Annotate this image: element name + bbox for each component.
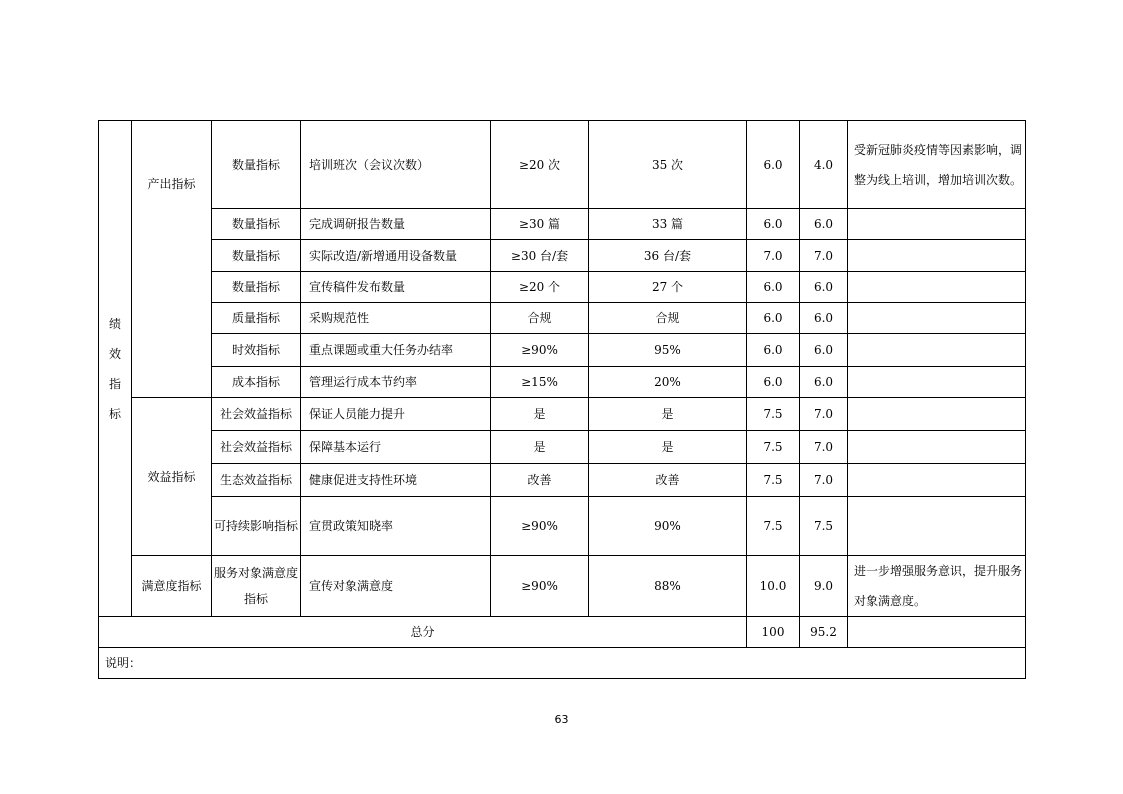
note-cell — [848, 398, 1026, 431]
level1-cell: 绩 效 指 标 — [99, 121, 132, 617]
indicator-cell: 宣贯政策知晓率 — [301, 497, 491, 556]
total-label: 总分 — [99, 617, 747, 648]
indicator-cell: 保障基本运行 — [301, 431, 491, 464]
score-cell: 7.0 — [800, 464, 848, 497]
weight-cell: 7.5 — [747, 497, 800, 556]
score-cell: 4.0 — [800, 121, 848, 209]
group-benefit: 效益指标 — [132, 398, 212, 556]
actual-cell: 95% — [589, 334, 747, 367]
table-row — [99, 367, 1026, 398]
note-cell — [848, 464, 1026, 497]
total-row — [99, 617, 1026, 648]
target-cell: ≥15% — [491, 367, 589, 398]
table-row — [99, 209, 1026, 240]
indicator-cell: 重点课题或重大任务办结率 — [301, 334, 491, 367]
level3-cell: 时效指标 — [212, 334, 301, 367]
table-row — [99, 121, 1026, 209]
score-cell: 7.0 — [800, 240, 848, 272]
total-note — [848, 617, 1026, 648]
target-cell: ≥20 个 — [491, 272, 589, 303]
actual-cell: 90% — [589, 497, 747, 556]
weight-cell: 6.0 — [747, 121, 800, 209]
actual-cell: 20% — [589, 367, 747, 398]
score-cell: 7.0 — [800, 431, 848, 464]
performance-table — [98, 120, 1026, 679]
table-row — [99, 464, 1026, 497]
actual-cell: 88% — [589, 556, 747, 617]
target-cell: 改善 — [491, 464, 589, 497]
score-cell: 7.5 — [800, 497, 848, 556]
level3-cell: 可持续影响指标 — [212, 497, 301, 556]
weight-cell: 6.0 — [747, 303, 800, 334]
score-cell: 6.0 — [800, 303, 848, 334]
target-cell: ≥90% — [491, 334, 589, 367]
weight-cell: 7.5 — [747, 464, 800, 497]
table-row — [99, 272, 1026, 303]
target-cell: 合规 — [491, 303, 589, 334]
note-cell: 受新冠肺炎疫情等因素影响，调整为线上培训，增加培训次数。 — [848, 121, 1026, 209]
note-cell — [848, 334, 1026, 367]
indicator-cell: 宣传对象满意度 — [301, 556, 491, 617]
weight-cell: 7.0 — [747, 240, 800, 272]
level3-cell: 质量指标 — [212, 303, 301, 334]
level3-cell: 数量指标 — [212, 272, 301, 303]
level3-cell: 数量指标 — [212, 240, 301, 272]
remark-label: 说明： — [99, 648, 1026, 679]
target-cell: 是 — [491, 431, 589, 464]
score-cell: 6.0 — [800, 272, 848, 303]
target-cell: ≥90% — [491, 497, 589, 556]
group-output: 产出指标 — [132, 121, 212, 398]
weight-cell: 6.0 — [747, 367, 800, 398]
target-cell: ≥30 篇 — [491, 209, 589, 240]
weight-cell: 6.0 — [747, 272, 800, 303]
table-row — [99, 497, 1026, 556]
weight-cell: 7.5 — [747, 431, 800, 464]
level3-cell: 成本指标 — [212, 367, 301, 398]
note-cell — [848, 431, 1026, 464]
indicator-cell: 健康促进支持性环境 — [301, 464, 491, 497]
indicator-cell: 培训班次（会议次数） — [301, 121, 491, 209]
weight-cell: 6.0 — [747, 209, 800, 240]
target-cell: ≥20 次 — [491, 121, 589, 209]
actual-cell: 36 台/套 — [589, 240, 747, 272]
indicator-cell: 管理运行成本节约率 — [301, 367, 491, 398]
weight-cell: 6.0 — [747, 334, 800, 367]
actual-cell: 改善 — [589, 464, 747, 497]
indicator-cell: 实际改造/新增通用设备数量 — [301, 240, 491, 272]
score-cell: 9.0 — [800, 556, 848, 617]
table-row — [99, 334, 1026, 367]
table-row — [99, 240, 1026, 272]
target-cell: 是 — [491, 398, 589, 431]
total-weight: 100 — [747, 617, 800, 648]
weight-cell: 7.5 — [747, 398, 800, 431]
indicator-cell: 宣传稿件发布数量 — [301, 272, 491, 303]
actual-cell: 35 次 — [589, 121, 747, 209]
note-cell — [848, 367, 1026, 398]
table-row — [99, 303, 1026, 334]
table-row — [99, 398, 1026, 431]
group-satisfaction: 满意度指标 — [132, 556, 212, 617]
table-row — [99, 556, 1026, 617]
level3-cell: 社会效益指标 — [212, 431, 301, 464]
level3-cell: 数量指标 — [212, 121, 301, 209]
actual-cell: 是 — [589, 431, 747, 464]
score-cell: 6.0 — [800, 334, 848, 367]
note-cell — [848, 303, 1026, 334]
remark-row — [99, 648, 1026, 679]
level3-cell: 社会效益指标 — [212, 398, 301, 431]
level3-cell: 生态效益指标 — [212, 464, 301, 497]
indicator-cell: 保证人员能力提升 — [301, 398, 491, 431]
level3-cell: 数量指标 — [212, 209, 301, 240]
score-cell: 7.0 — [800, 398, 848, 431]
score-cell: 6.0 — [800, 209, 848, 240]
indicator-cell: 采购规范性 — [301, 303, 491, 334]
target-cell: ≥30 台/套 — [491, 240, 589, 272]
note-cell — [848, 497, 1026, 556]
table-row — [99, 431, 1026, 464]
target-cell: ≥90% — [491, 556, 589, 617]
page-number: 63 — [554, 713, 569, 726]
note-cell: 进一步增强服务意识，提升服务对象满意度。 — [848, 556, 1026, 617]
note-cell — [848, 240, 1026, 272]
actual-cell: 33 篇 — [589, 209, 747, 240]
score-cell: 6.0 — [800, 367, 848, 398]
actual-cell: 合规 — [589, 303, 747, 334]
actual-cell: 是 — [589, 398, 747, 431]
note-cell — [848, 272, 1026, 303]
level3-cell: 服务对象满意度指标 — [212, 556, 301, 617]
note-cell — [848, 209, 1026, 240]
weight-cell: 10.0 — [747, 556, 800, 617]
indicator-cell: 完成调研报告数量 — [301, 209, 491, 240]
actual-cell: 27 个 — [589, 272, 747, 303]
total-score: 95.2 — [800, 617, 848, 648]
